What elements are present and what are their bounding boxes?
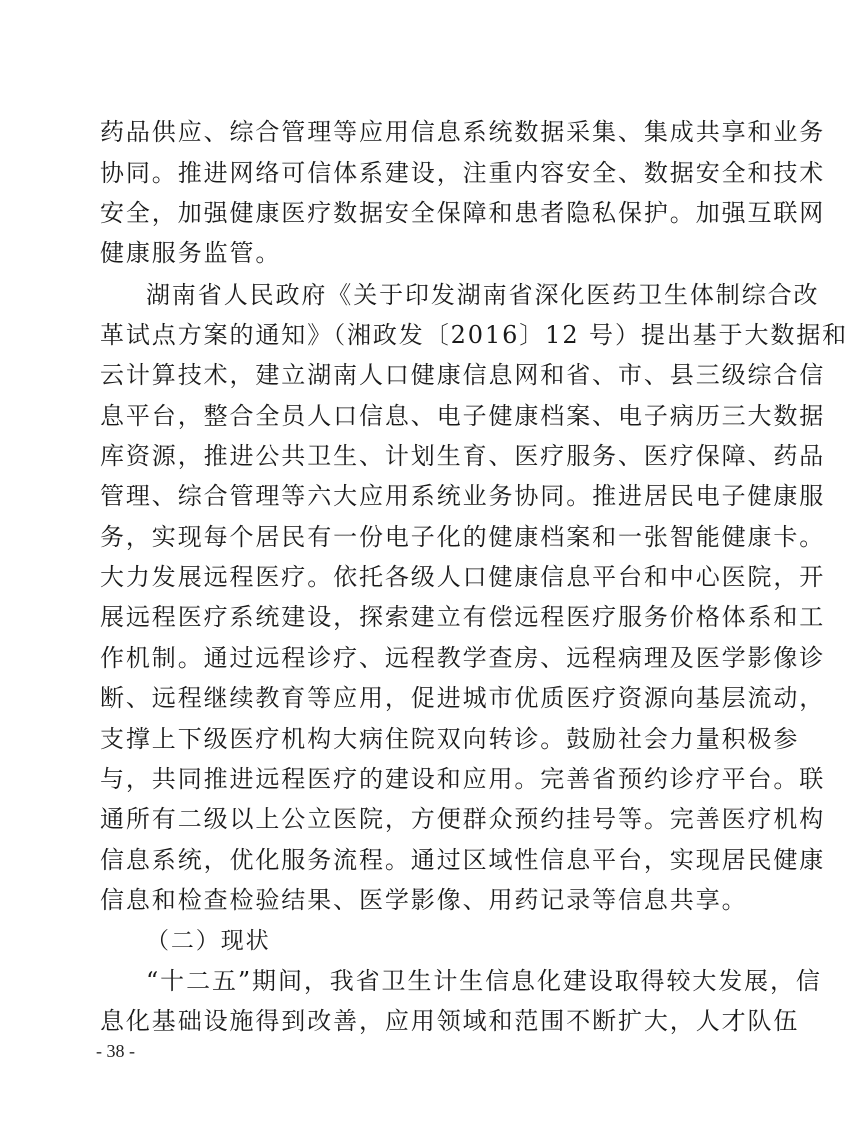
text-line: 断、远程继续教育等应用，促进城市优质医疗资源向基层流动，: [100, 684, 826, 712]
text-line: 通所有二级以上公立医院，方便群众预约挂号等。完善医疗机构: [100, 805, 826, 833]
text-line: 库资源，推进公共卫生、计划生育、医疗服务、医疗保障、药品: [100, 442, 826, 470]
text-line: 息平台，整合全员人口信息、电子健康档案、电子病历三大数据: [100, 402, 826, 430]
section-heading: （二）现状: [146, 928, 271, 954]
text-line: 支撑上下级医疗机构大病住院双向转诊。鼓励社会力量积极参: [100, 725, 800, 753]
text-line: 药品供应、综合管理等应用信息系统数据采集、集成共享和业务: [100, 118, 826, 146]
text-line: 信息和检查检验结果、医学影像、用药记录等信息共享。: [100, 886, 748, 914]
text-line: 信息系统，优化服务流程。通过区域性信息平台，实现居民健康: [100, 846, 826, 874]
text-line: 革试点方案的通知》（湘政发〔2016〕12 号）提出基于大数据和: [100, 321, 848, 349]
paragraph-first-line: 湖南省人民政府《关于印发湖南省深化医药卫生体制综合改: [146, 281, 820, 309]
text-line: 展远程医疗系统建设，探索建立有偿远程医疗服务价格体系和工: [100, 603, 826, 631]
page-number: - 38 -: [96, 1041, 135, 1061]
text-line: 务，实现每个居民有一份电子化的健康档案和一张智能健康卡。: [100, 523, 826, 551]
text-line: 管理、综合管理等六大应用系统业务协同。推进居民电子健康服: [100, 482, 826, 510]
text-line: 与，共同推进远程医疗的建设和应用。完善省预约诊疗平台。联: [100, 765, 826, 793]
text-line: 协同。推进网络可信体系建设，注重内容安全、数据安全和技术: [100, 159, 826, 187]
text-line: 作机制。通过远程诊疗、远程教学查房、远程病理及医学影像诊: [100, 644, 826, 672]
text-line: 大力发展远程医疗。依托各级人口健康信息平台和中心医院，开: [100, 563, 826, 591]
text-line: 云计算技术，建立湖南人口健康信息网和省、市、县三级综合信: [100, 361, 826, 389]
paragraph-first-line: “十二五”期间，我省卫生计生信息化建设取得较大发展，信: [146, 967, 822, 995]
text-line: 健康服务监管。: [100, 239, 282, 267]
text-line: 安全，加强健康医疗数据安全保障和患者隐私保护。加强互联网: [100, 199, 826, 227]
text-line: 息化基础设施得到改善，应用领域和范围不断扩大，人才队伍: [100, 1007, 800, 1035]
